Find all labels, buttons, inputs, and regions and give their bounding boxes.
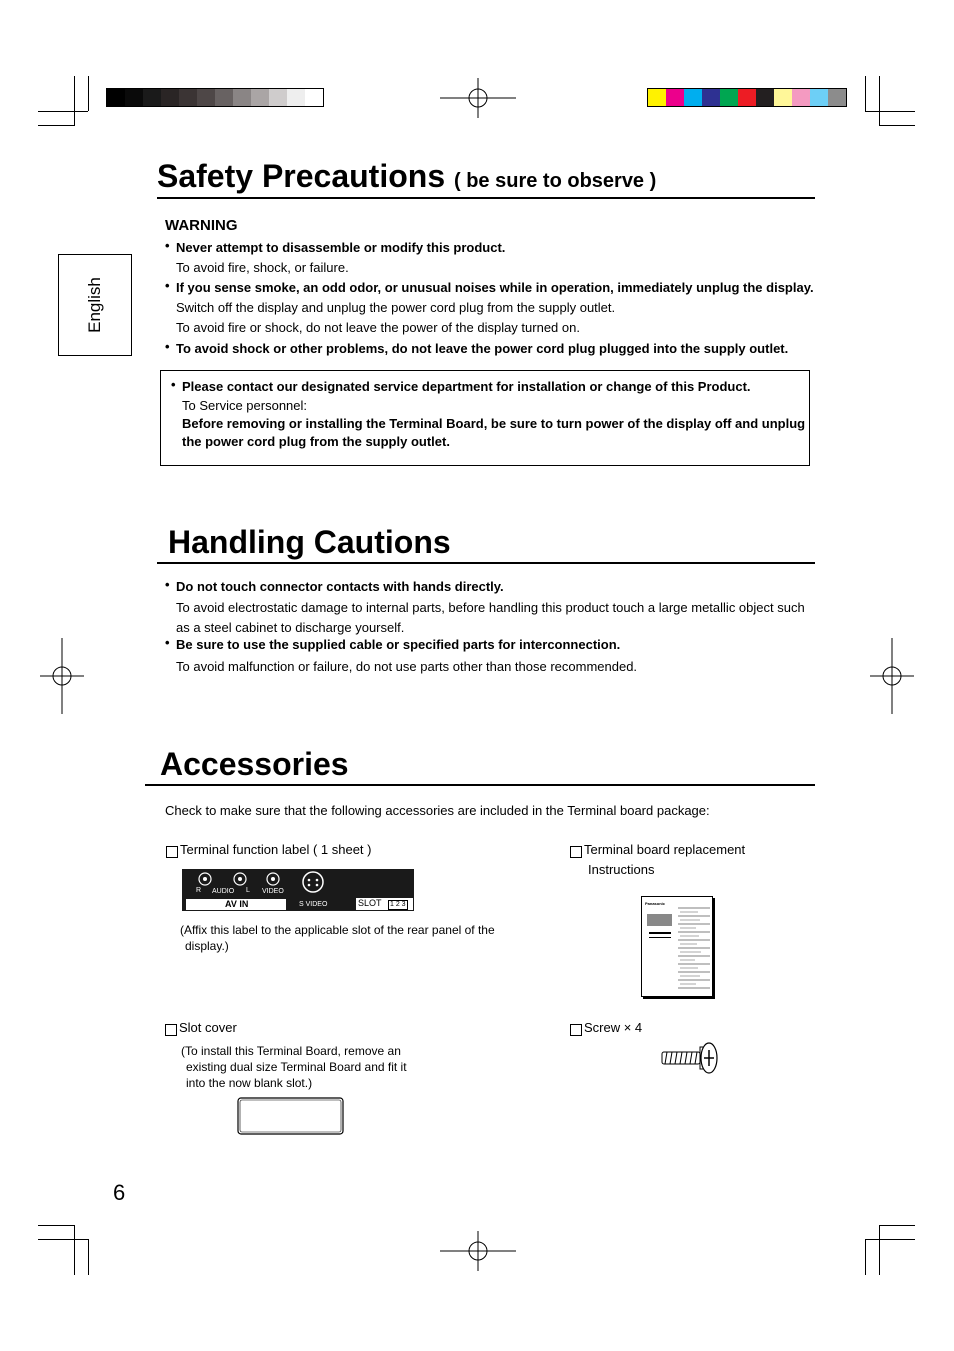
warning-1-text: To avoid fire, shock, or failure.	[176, 260, 349, 275]
color-swatch	[125, 89, 143, 106]
safety-precautions-heading	[157, 158, 656, 199]
booklet-text-lines	[678, 903, 710, 993]
checkbox-terminal-label[interactable]	[166, 846, 178, 858]
handling-1-text-2: as a steel cabinet to discharge yourself.	[176, 620, 405, 635]
page-number: 6	[113, 1180, 126, 1205]
registration-mark-bottom	[440, 1231, 516, 1271]
screw-icon	[660, 1041, 720, 1077]
item-instructions-label-1: Terminal board replacement	[584, 842, 746, 857]
service-notice-bold-2a: Before removing or installing the Terminal Board, be sure to turn power of the display off and unplug	[182, 416, 806, 431]
color-swatch	[720, 89, 738, 106]
item-terminal-label: Terminal function label ( 1 sheet )	[180, 842, 372, 857]
bullet-icon: •	[165, 577, 170, 592]
color-swatch	[143, 89, 161, 106]
instructions-booklet-image	[641, 896, 713, 997]
item-terminal-label-note-1: (Affix this label to the applicable slot of the rear panel of the	[180, 923, 495, 937]
service-notice-text: To Service personnel:	[182, 398, 308, 413]
label-av-in: AV IN	[225, 899, 249, 909]
color-swatch	[684, 89, 702, 106]
checkbox-instructions[interactable]	[570, 846, 582, 858]
color-swatch	[828, 89, 846, 106]
booklet-cover-image	[647, 914, 672, 926]
item-terminal-label-note-2: display.)	[185, 939, 229, 953]
bullet-icon: •	[171, 377, 176, 392]
color-swatch	[648, 89, 666, 106]
color-swatch	[215, 89, 233, 106]
warning-2-bold: If you sense smoke, an odd odor, or unusual noises while in operation, immediately unplug the display.	[176, 280, 814, 295]
terminal-function-label-image	[182, 869, 414, 911]
language-tab	[58, 254, 132, 356]
handling-2-text: To avoid malfunction or failure, do not use parts other than those recommended.	[176, 659, 638, 674]
service-notice-bold-1: Please contact our designated service department for installation or change of this Product.	[182, 379, 751, 394]
handling-heading-rule	[157, 562, 815, 564]
bullet-icon: •	[165, 339, 170, 354]
color-swatch	[197, 89, 215, 106]
color-swatch	[738, 89, 756, 106]
cmyk-color-bar	[647, 88, 847, 107]
item-slot-cover-note-3: into the now blank slot.)	[186, 1076, 313, 1090]
color-swatch	[810, 89, 828, 106]
warning-heading: WARNING	[165, 217, 238, 234]
item-instructions-label-2: Instructions	[588, 862, 655, 877]
safety-heading-rule	[157, 197, 815, 199]
color-swatch	[287, 89, 305, 106]
color-swatch	[666, 89, 684, 106]
color-swatch	[702, 89, 720, 106]
label-slot: SLOT	[358, 898, 382, 908]
label-slot-numbers: 1 2 3	[390, 901, 406, 908]
warning-2-text-2: To avoid fire or shock, do not leave the power of the display turned on.	[176, 320, 580, 335]
safety-subtitle: ( be sure to observe )	[454, 170, 657, 192]
color-swatch	[161, 89, 179, 106]
safety-title: Safety Precautions	[157, 158, 446, 194]
bullet-icon: •	[165, 238, 170, 253]
checkbox-screw[interactable]	[570, 1024, 582, 1036]
label-audio: AUDIO	[212, 888, 235, 895]
color-swatch	[233, 89, 251, 106]
color-swatch	[756, 89, 774, 106]
bullet-icon: •	[165, 278, 170, 293]
label-video: VIDEO	[262, 888, 284, 895]
bullet-icon: •	[165, 635, 170, 650]
warning-1-bold: Never attempt to disassemble or modify this product.	[176, 240, 506, 255]
warning-3-bold: To avoid shock or other problems, do not leave the power cord plug plugged into the supply outlet.	[176, 341, 789, 356]
color-swatch	[269, 89, 287, 106]
accessories-intro: Check to make sure that the following accessories are included in the Terminal board package:	[165, 803, 710, 818]
color-swatch	[792, 89, 810, 106]
color-swatch	[305, 89, 323, 106]
color-swatch	[107, 89, 125, 106]
registration-mark-right	[870, 638, 914, 714]
label-s-video: S VIDEO	[299, 901, 328, 908]
registration-mark-top	[440, 78, 516, 118]
handling-cautions-title: Handling Cautions	[168, 524, 451, 560]
item-slot-cover-note-1: (To install this Terminal Board, remove an	[181, 1044, 401, 1058]
checkbox-slot-cover[interactable]	[165, 1024, 177, 1036]
item-slot-cover-note-2: existing dual size Terminal Board and fit it	[186, 1060, 407, 1074]
booklet-brand: Panasonic	[645, 901, 666, 906]
accessories-title: Accessories	[160, 746, 349, 782]
warning-2-text-1: Switch off the display and unplug the power cord plug from the supply outlet.	[176, 300, 616, 315]
registration-mark-left	[40, 638, 84, 714]
label-l: L	[246, 887, 250, 894]
slot-cover-image	[237, 1097, 344, 1135]
color-swatch	[774, 89, 792, 106]
service-notice-bold-2b: the power cord plug from the supply outlet.	[182, 434, 450, 449]
label-r: R	[196, 887, 202, 894]
color-swatch	[179, 89, 197, 106]
handling-1-text-1: To avoid electrostatic damage to internal parts, before handling this product touch a large metallic object such	[176, 600, 805, 615]
booklet-title-rule	[649, 932, 671, 934]
color-swatch	[251, 89, 269, 106]
item-slot-cover-label: Slot cover	[179, 1020, 237, 1035]
booklet-subtitle-rule	[649, 937, 671, 938]
item-screw-label: Screw × 4	[584, 1020, 643, 1035]
handling-2-bold: Be sure to use the supplied cable or specified parts for interconnection.	[176, 637, 621, 652]
handling-1-bold: Do not touch connector contacts with hands directly.	[176, 579, 504, 594]
grayscale-color-bar	[106, 88, 324, 107]
language-tab-label: English	[85, 277, 104, 333]
accessories-heading-rule	[145, 784, 815, 786]
